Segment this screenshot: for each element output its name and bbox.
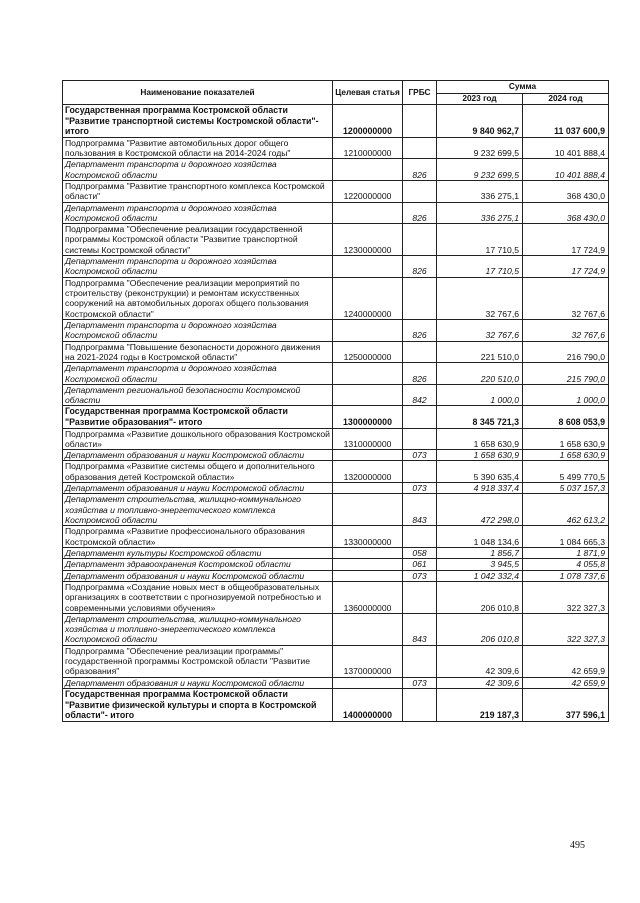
row-name-cell: Подпрограмма "Обеспечение реализации мероприятий по строительству (реконструкции) и ремонтам искусственных сооружений на автомобильных дорогах общего пользования Костромской области" — [63, 277, 333, 319]
row-name-cell: Государственная программа Костромской области "Развитие физической культуры и спорта в Костромской области"- итого — [63, 689, 333, 722]
row-sum-2023-cell: 3 945,5 — [437, 559, 523, 570]
table-header — [63, 81, 609, 105]
row-name-cell: Департамент транспорта и дорожного хозяйства Костромской области — [63, 256, 333, 278]
row-target-article-cell — [333, 547, 403, 558]
subprogram-row — [63, 461, 609, 483]
subprogram-row — [63, 180, 609, 202]
department-row — [63, 547, 609, 558]
row-sum-2024-cell: 4 055,8 — [523, 559, 609, 570]
row-sum-2023-cell: 17 710,5 — [437, 224, 523, 256]
row-name-cell: Департамент строительства, жилищно-коммунального хозяйства и топливно-энергетического комплекса Костромской области — [63, 494, 333, 526]
row-grbs-cell — [403, 341, 437, 363]
row-grbs-cell — [403, 689, 437, 722]
row-sum-2023-cell: 42 309,6 — [437, 677, 523, 688]
row-sum-2023-cell: 32 767,6 — [437, 319, 523, 341]
row-name-cell: Подпрограмма "Развитие транспортного комплекса Костромской области" — [63, 180, 333, 202]
row-sum-2023-cell: 221 510,0 — [437, 341, 523, 363]
row-sum-2024-cell: 17 724,9 — [523, 224, 609, 256]
row-sum-2024-cell: 10 401 888,4 — [523, 137, 609, 159]
row-sum-2024-cell: 368 430,0 — [523, 180, 609, 202]
row-sum-2023-cell: 1 658 630,9 — [437, 428, 523, 450]
row-name-cell: Подпрограмма «Создание новых мест в общеобразовательных организациях в соответствии с прогнозируемой потребностью и современными условиями обучения» — [63, 581, 333, 613]
department-row — [63, 202, 609, 224]
department-row — [63, 384, 609, 406]
row-grbs-cell: 826 — [403, 159, 437, 181]
header-name: Наименование показателей — [63, 81, 333, 105]
header-year-2023: 2023 год — [437, 94, 523, 105]
row-grbs-cell — [403, 645, 437, 677]
row-grbs-cell: 073 — [403, 570, 437, 581]
row-grbs-cell: 842 — [403, 384, 437, 406]
program-total-row — [63, 406, 609, 428]
row-sum-2023-cell: 9 232 699,5 — [437, 137, 523, 159]
row-name-cell: Департамент образования и науки Костромской области — [63, 450, 333, 461]
row-sum-2024-cell: 1 000,0 — [523, 384, 609, 406]
row-target-article-cell: 1330000000 — [333, 526, 403, 548]
row-target-article-cell — [333, 384, 403, 406]
row-target-article-cell: 1250000000 — [333, 341, 403, 363]
row-target-article-cell — [333, 559, 403, 570]
row-sum-2024-cell: 1 871,9 — [523, 547, 609, 558]
header-target-article: Целевая статья — [333, 81, 403, 105]
row-name-cell: Подпрограмма "Обеспечение реализации государственной программы Костромской области "Развитие транспортной системы Костромской области" — [63, 224, 333, 256]
row-target-article-cell — [333, 677, 403, 688]
row-sum-2024-cell: 216 790,0 — [523, 341, 609, 363]
row-sum-2023-cell: 220 510,0 — [437, 363, 523, 385]
row-name-cell: Департамент строительства, жилищно-коммунального хозяйства и топливно-энергетического комплекса Костромской области — [63, 613, 333, 645]
row-sum-2023-cell: 206 010,8 — [437, 613, 523, 645]
row-name-cell: Подпрограмма "Развитие автомобильных дорог общего пользования в Костромской области на 2014-2024 годы" — [63, 137, 333, 159]
row-grbs-cell: 843 — [403, 494, 437, 526]
department-row — [63, 483, 609, 494]
row-name-cell: Подпрограмма «Развитие дошкольного образования Костромской области» — [63, 428, 333, 450]
row-target-article-cell — [333, 494, 403, 526]
row-sum-2023-cell: 1 048 134,6 — [437, 526, 523, 548]
row-grbs-cell: 826 — [403, 319, 437, 341]
row-grbs-cell — [403, 406, 437, 428]
header-year-2024: 2024 год — [523, 94, 609, 105]
header-grbs: ГРБС — [403, 81, 437, 105]
row-sum-2023-cell: 5 390 635,4 — [437, 461, 523, 483]
department-row — [63, 159, 609, 181]
row-name-cell: Подпрограмма "Обеспечение реализации программы" государственной программы Костромской области "Развитие образования" — [63, 645, 333, 677]
row-target-article-cell: 1230000000 — [333, 224, 403, 256]
row-grbs-cell: 826 — [403, 202, 437, 224]
subprogram-row — [63, 428, 609, 450]
row-target-article-cell — [333, 159, 403, 181]
row-grbs-cell: 073 — [403, 677, 437, 688]
budget-table-sheet — [62, 80, 608, 722]
department-row — [63, 570, 609, 581]
row-grbs-cell — [403, 461, 437, 483]
row-sum-2024-cell: 5 037 157,3 — [523, 483, 609, 494]
department-row — [63, 450, 609, 461]
row-name-cell: Государственная программа Костромской области "Развитие транспортной системы Костромской области"- итого — [63, 105, 333, 138]
row-name-cell: Департамент транспорта и дорожного хозяйства Костромской области — [63, 202, 333, 224]
row-name-cell: Департамент транспорта и дорожного хозяйства Костромской области — [63, 363, 333, 385]
row-grbs-cell: 073 — [403, 450, 437, 461]
subprogram-row — [63, 526, 609, 548]
row-name-cell: Департамент культуры Костромской области — [63, 547, 333, 558]
row-sum-2023-cell: 9 232 699,5 — [437, 159, 523, 181]
row-target-article-cell: 1300000000 — [333, 406, 403, 428]
row-target-article-cell — [333, 483, 403, 494]
row-grbs-cell — [403, 526, 437, 548]
row-name-cell: Департамент здравоохранения Костромской области — [63, 559, 333, 570]
row-name-cell: Департамент региональной безопасности Костромской области — [63, 384, 333, 406]
row-sum-2024-cell: 32 767,6 — [523, 277, 609, 319]
row-sum-2024-cell: 11 037 600,9 — [523, 105, 609, 138]
row-grbs-cell: 826 — [403, 256, 437, 278]
row-sum-2024-cell: 5 499 770,5 — [523, 461, 609, 483]
row-target-article-cell: 1240000000 — [333, 277, 403, 319]
row-sum-2024-cell: 322 327,3 — [523, 581, 609, 613]
page-number: 495 — [570, 840, 585, 851]
row-sum-2024-cell: 10 401 888,4 — [523, 159, 609, 181]
row-grbs-cell — [403, 180, 437, 202]
row-sum-2024-cell: 8 608 053,9 — [523, 406, 609, 428]
row-grbs-cell: 058 — [403, 547, 437, 558]
row-sum-2024-cell: 377 596,1 — [523, 689, 609, 722]
department-row — [63, 613, 609, 645]
row-grbs-cell: 826 — [403, 363, 437, 385]
row-sum-2024-cell: 1 658 630,9 — [523, 428, 609, 450]
department-row — [63, 319, 609, 341]
subprogram-row — [63, 224, 609, 256]
row-sum-2024-cell: 322 327,3 — [523, 613, 609, 645]
program-total-row — [63, 689, 609, 722]
row-name-cell: Департамент образования и науки Костромской области — [63, 570, 333, 581]
row-target-article-cell — [333, 256, 403, 278]
row-grbs-cell: 061 — [403, 559, 437, 570]
row-sum-2024-cell: 215 790,0 — [523, 363, 609, 385]
row-sum-2024-cell: 32 767,6 — [523, 319, 609, 341]
subprogram-row — [63, 581, 609, 613]
department-row — [63, 494, 609, 526]
row-sum-2023-cell: 219 187,3 — [437, 689, 523, 722]
row-target-article-cell — [333, 319, 403, 341]
program-total-row — [63, 105, 609, 138]
row-sum-2024-cell: 1 084 665,3 — [523, 526, 609, 548]
subprogram-row — [63, 137, 609, 159]
row-target-article-cell — [333, 450, 403, 461]
department-row — [63, 677, 609, 688]
row-sum-2023-cell: 8 345 721,3 — [437, 406, 523, 428]
row-sum-2023-cell: 1 000,0 — [437, 384, 523, 406]
budget-table — [62, 80, 609, 722]
row-name-cell: Подпрограмма «Развитие системы общего и дополнительного образования детей Костромской области» — [63, 461, 333, 483]
row-grbs-cell: 073 — [403, 483, 437, 494]
row-sum-2024-cell: 17 724,9 — [523, 256, 609, 278]
row-target-article-cell: 1320000000 — [333, 461, 403, 483]
row-sum-2024-cell: 1 658 630,9 — [523, 450, 609, 461]
department-row — [63, 363, 609, 385]
row-target-article-cell — [333, 363, 403, 385]
row-target-article-cell — [333, 202, 403, 224]
row-grbs-cell — [403, 137, 437, 159]
row-target-article-cell — [333, 613, 403, 645]
row-sum-2024-cell: 42 659,9 — [523, 677, 609, 688]
subprogram-row — [63, 645, 609, 677]
row-sum-2023-cell: 1 042 332,4 — [437, 570, 523, 581]
row-sum-2023-cell: 1 658 630,9 — [437, 450, 523, 461]
row-sum-2023-cell: 1 856,7 — [437, 547, 523, 558]
row-grbs-cell: 843 — [403, 613, 437, 645]
row-name-cell: Подпрограмма «Развитие профессионального образования Костромской области» — [63, 526, 333, 548]
row-name-cell: Подпрограмма "Повышение безопасности дорожного движения на 2021-2024 годы в Костромской области" — [63, 341, 333, 363]
row-sum-2024-cell: 368 430,0 — [523, 202, 609, 224]
row-sum-2024-cell: 462 613,2 — [523, 494, 609, 526]
department-row — [63, 256, 609, 278]
row-target-article-cell — [333, 570, 403, 581]
header-sum: Сумма — [437, 81, 609, 94]
row-target-article-cell: 1210000000 — [333, 137, 403, 159]
table-body — [63, 105, 609, 722]
row-name-cell: Государственная программа Костромской области "Развитие образования"- итого — [63, 406, 333, 428]
row-grbs-cell — [403, 224, 437, 256]
row-target-article-cell: 1310000000 — [333, 428, 403, 450]
row-grbs-cell — [403, 428, 437, 450]
row-grbs-cell — [403, 277, 437, 319]
row-target-article-cell: 1220000000 — [333, 180, 403, 202]
row-grbs-cell — [403, 581, 437, 613]
row-target-article-cell: 1360000000 — [333, 581, 403, 613]
row-name-cell: Департамент транспорта и дорожного хозяйства Костромской области — [63, 159, 333, 181]
row-sum-2023-cell: 472 298,0 — [437, 494, 523, 526]
row-sum-2024-cell: 42 659,9 — [523, 645, 609, 677]
row-name-cell: Департамент транспорта и дорожного хозяйства Костромской области — [63, 319, 333, 341]
row-sum-2023-cell: 4 918 337,4 — [437, 483, 523, 494]
row-grbs-cell — [403, 105, 437, 138]
row-sum-2023-cell: 336 275,1 — [437, 202, 523, 224]
row-target-article-cell: 1400000000 — [333, 689, 403, 722]
subprogram-row — [63, 341, 609, 363]
subprogram-row — [63, 277, 609, 319]
row-sum-2023-cell: 17 710,5 — [437, 256, 523, 278]
row-name-cell: Департамент образования и науки Костромской области — [63, 483, 333, 494]
row-name-cell: Департамент образования и науки Костромской области — [63, 677, 333, 688]
row-sum-2024-cell: 1 078 737,6 — [523, 570, 609, 581]
row-sum-2023-cell: 32 767,6 — [437, 277, 523, 319]
row-target-article-cell: 1370000000 — [333, 645, 403, 677]
row-target-article-cell: 1200000000 — [333, 105, 403, 138]
row-sum-2023-cell: 9 840 962,7 — [437, 105, 523, 138]
row-sum-2023-cell: 42 309,6 — [437, 645, 523, 677]
row-sum-2023-cell: 206 010,8 — [437, 581, 523, 613]
department-row — [63, 559, 609, 570]
row-sum-2023-cell: 336 275,1 — [437, 180, 523, 202]
